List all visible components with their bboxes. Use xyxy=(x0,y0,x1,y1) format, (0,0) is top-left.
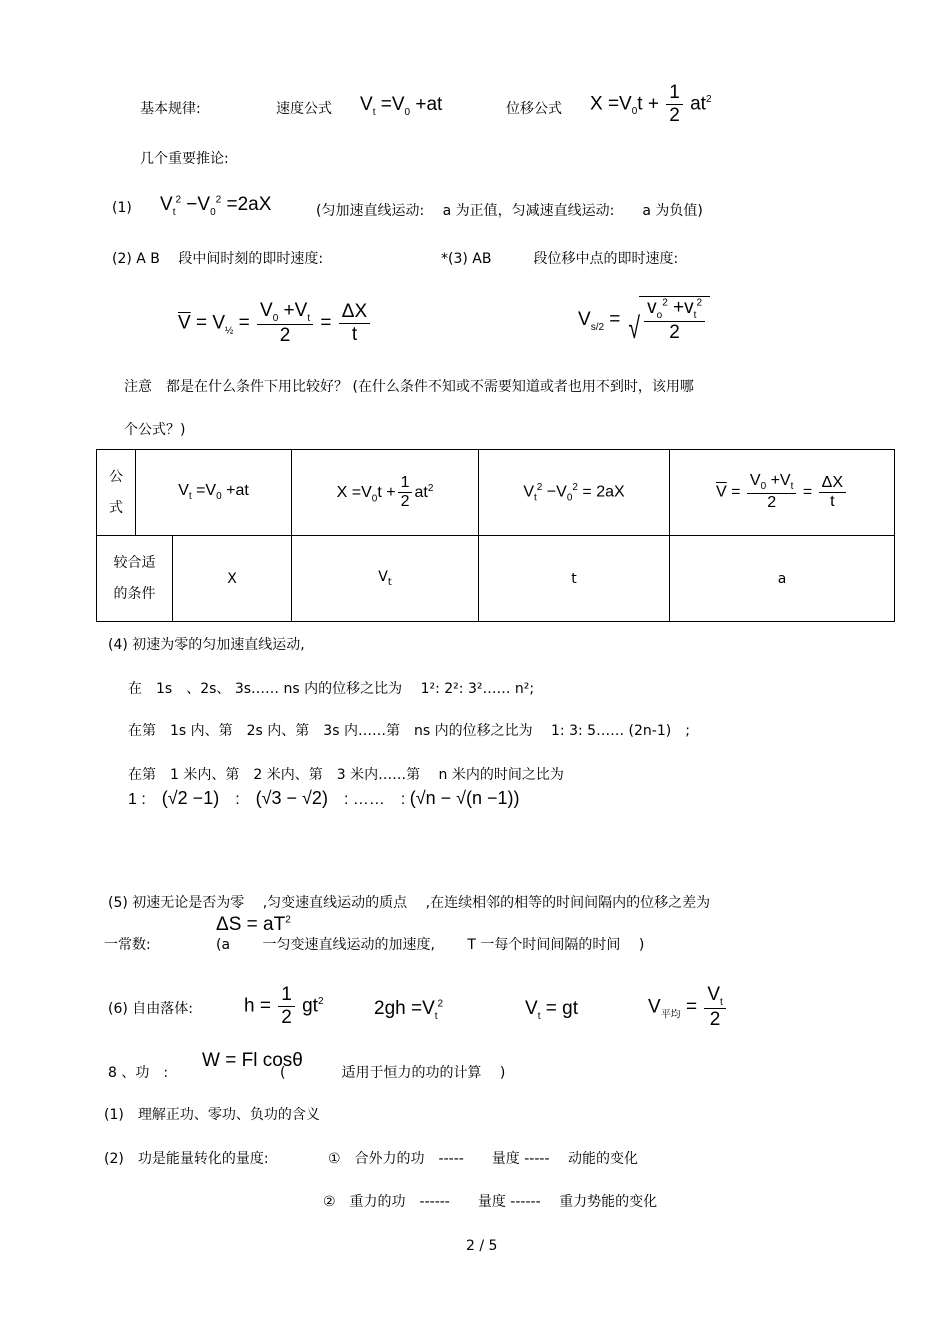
item1-note: (匀加速直线运动: a 为正值，匀减速直线运动: a 为负值) xyxy=(316,203,703,219)
table-condition-2: $V_t$ xyxy=(292,536,479,622)
free-fall-velocity-formula: $V_t$ = gt xyxy=(525,998,578,1022)
work-point-2-label: (2) 功是能量转化的量度: xyxy=(104,1151,269,1167)
table-condition-3: t xyxy=(479,536,670,622)
item5-line-1: (5) 初速无论是否为零 ,匀变速直线运动的质点 ,在连续相邻的相等的时间间隔内的位移之差为 xyxy=(108,895,711,911)
work-note: ( 适用于恒力的功的计算 ) xyxy=(280,1065,506,1081)
table-formula-velocity: $V_t =V_0 +at$ xyxy=(136,450,292,536)
item1-number: (1) xyxy=(112,200,132,216)
item1-formula: $V_t^2 -V_0^2 =2aX$ xyxy=(160,194,272,218)
displacement-formula-label: 位移公式 xyxy=(506,101,562,117)
note-line-2: 个公式？) xyxy=(124,422,186,438)
note-line-1: 注意 都是在什么条件下用比较好？ (在什么条件不知或不需要知道或者也用不到时，该用哪 xyxy=(124,379,694,395)
work-point-2b: ② 重力的功 ------ 量度 ------ 重力势能的变化 xyxy=(323,1194,658,1210)
item4-line-3: 在第 1 米内、第 2 米内、第 3 米内……第 n 米内的时间之比为 xyxy=(128,767,564,783)
page-number: 2 / 5 xyxy=(466,1238,498,1254)
item5-line-2-label: 一常数: xyxy=(104,937,151,953)
table-header-condition: 较合适 的条件 xyxy=(97,536,173,622)
table-header-formula: 公 式 xyxy=(97,450,136,536)
speed-formula: $V_t =V_0 +at$ xyxy=(360,94,443,118)
table-formula-velocity-squared: $V_t^2 -V_0^2 = 2aX$ xyxy=(479,450,670,536)
item3-label: *(3) AB 段位移中点的即时速度: xyxy=(441,251,679,267)
item6-label: (6) 自由落体: xyxy=(108,1001,193,1017)
table-formula-displacement: $X =V_0t$ + $\frac{1}{2}$ $at^2$ xyxy=(292,450,479,536)
item4-title: (4) 初速为零的匀加速直线运动, xyxy=(108,637,305,653)
table-formula-average-velocity: $\overline{V}$ = $\frac{V_0 +V_t}{2}$ = $\frac{\Delta X}{t}$ xyxy=(670,450,895,536)
mid-time-velocity-formula: $\overline{V} = V_{\frac{1}{2}}$ = $\frac{V_0 +V_t}{2}$ = $\frac{\Delta X}{t}$ xyxy=(178,300,372,347)
basic-label: 基本规律: xyxy=(140,101,201,117)
work-point-1: (1) 理解正功、零功、负功的含义 xyxy=(104,1107,320,1123)
displacement-formula: $X =V_0t$ + $\frac{1}{2}$ $at^2$ xyxy=(590,82,712,126)
work-formula: W = Fl cosθ xyxy=(202,1050,303,1071)
mid-position-velocity-formula: $V_{s/2}$ = √ $\frac{v_o^2 +v_t^2}{2}$ xyxy=(578,296,710,344)
item4-line-1: 在 1s 、2s、 3s…… ns 内的位移之比为 1²: 2²: 3²…… n²; xyxy=(128,681,535,697)
free-fall-height-formula: h = $\frac{1}{2}$ $gt^2$ xyxy=(244,984,324,1028)
free-fall-average-velocity-formula: $V_{平均}$ = $\frac{V_t}{2}$ xyxy=(648,984,728,1031)
formula-condition-table xyxy=(96,449,895,622)
item2-label: (2) A B 段中间时刻的即时速度: xyxy=(112,251,324,267)
table-condition-4: a xyxy=(670,536,895,622)
table-condition-1: X xyxy=(173,536,292,622)
work-point-2a: ① 合外力的功 ----- 量度 ----- 动能的变化 xyxy=(328,1151,638,1167)
item5-line-2-note: (a 一匀变速直线运动的加速度, T 一每个时间间隔的时间 ) xyxy=(216,937,645,953)
item4-line-2: 在第 1s 内、第 2s 内、第 3s 内……第 ns 内的位移之比为 1: 3: 5…… (2n-1) ; xyxy=(128,723,690,739)
item5-formula: $\Delta S = aT^2$ xyxy=(216,914,291,935)
free-fall-velocity-squared-formula: $2gh =V_t^2$ xyxy=(374,998,444,1022)
inferences-title: 几个重要推论: xyxy=(140,151,229,167)
speed-formula-label: 速度公式 xyxy=(276,101,332,117)
item4-time-ratio: 1 : (√2 −1) : (√3 − √2) : …… : (√n − √(n −1)) xyxy=(128,788,520,808)
work-label: 8 、功 : xyxy=(108,1065,169,1081)
